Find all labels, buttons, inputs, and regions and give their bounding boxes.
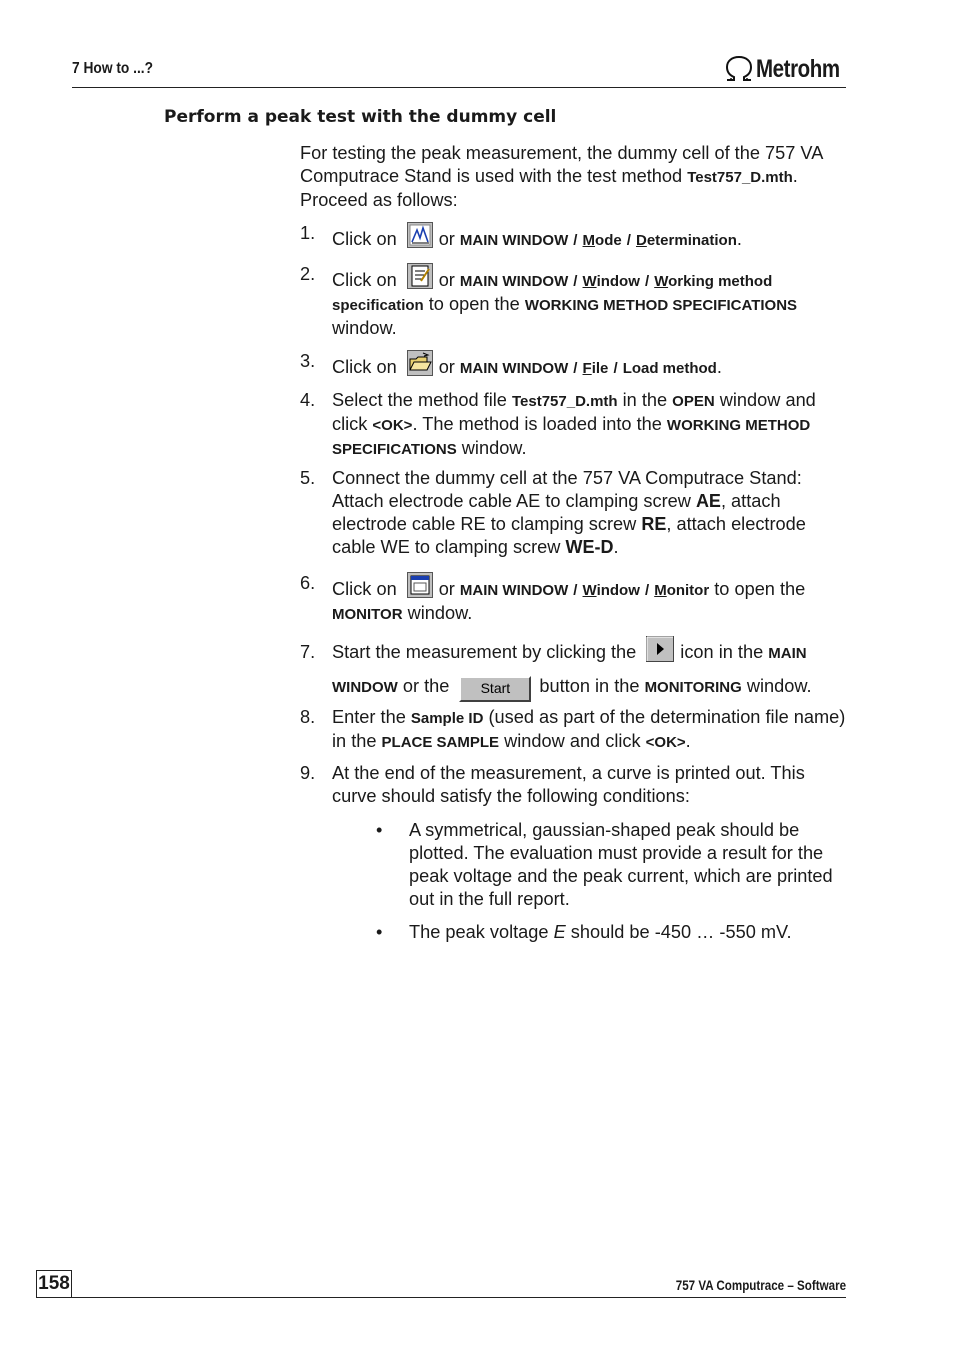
footer-doc-title: 757 VA Computrace – Software bbox=[675, 1278, 846, 1293]
monitor-icon[interactable] bbox=[407, 572, 433, 598]
header-chapter: 7 How to ...? bbox=[72, 60, 154, 77]
start-button[interactable]: Start bbox=[459, 676, 531, 702]
metrohm-logo bbox=[724, 54, 858, 84]
intro-paragraph: For testing the peak measurement, the dummy cell of the 757 VA Computrace Stand is used with the test method Test757_D.mth. Proceed as follows: bbox=[300, 143, 823, 210]
step-3: 3. Click on or MAIN WINDOW / File / Load method. bbox=[300, 351, 722, 377]
header-rule bbox=[72, 87, 846, 88]
footer-rule bbox=[36, 1297, 846, 1298]
logo-text: Metrohm bbox=[756, 54, 840, 83]
step-9: 9. At the end of the measurement, a curve is printed out. This curve should satisfy the following conditions: bbox=[300, 763, 805, 806]
omega-icon bbox=[724, 56, 754, 82]
step-8: 8. Enter the Sample ID (used as part of the determination file name) in the PLACE SAMPLE window and click <OK>. bbox=[300, 707, 846, 751]
section-title: Perform a peak test with the dummy cell bbox=[164, 107, 557, 127]
step-5: 5. Connect the dummy cell at the 757 VA Computrace Stand: Attach electrode cable AE to clamping screw AE, attach electrode cable RE to clamping screw RE, attach electrode cable WE to clamping screw WE-D. bbox=[300, 468, 806, 557]
step-4: 4. Select the method file Test757_D.mth in the OPEN window and click <OK>. The method is loaded into the WORKING METHOD SPECIFICATIONS window. bbox=[300, 390, 816, 458]
load-method-icon[interactable] bbox=[407, 350, 433, 376]
start-arrow-icon[interactable] bbox=[646, 636, 672, 662]
step-2: 2. Click on or MAIN WINDOW / Window / Working method specification to open the WORKING METHOD SPECIFICATIONS window. bbox=[300, 264, 798, 338]
step-1: 1. Click on or MAIN WINDOW / Mode / Determination. bbox=[300, 223, 742, 249]
step-7: 7. Start the measurement by clicking the icon in the MAIN WINDOW or the Start button in the MONITORING window. bbox=[300, 636, 850, 704]
mode-determination-icon[interactable] bbox=[407, 222, 433, 248]
page-number: 158 bbox=[36, 1270, 72, 1297]
working-method-icon[interactable] bbox=[407, 263, 433, 289]
bullet-2: • The peak voltage E should be -450 … -550 mV. bbox=[376, 922, 792, 942]
bullet-1: • A symmetrical, gaussian-shaped peak should be plotted. The evaluation must provide a result for the peak voltage and the peak current, which are printed out in the full report. bbox=[376, 820, 833, 909]
step-6: 6. Click on or MAIN WINDOW / Window / Monitor to open the MONITOR window. bbox=[300, 573, 806, 623]
